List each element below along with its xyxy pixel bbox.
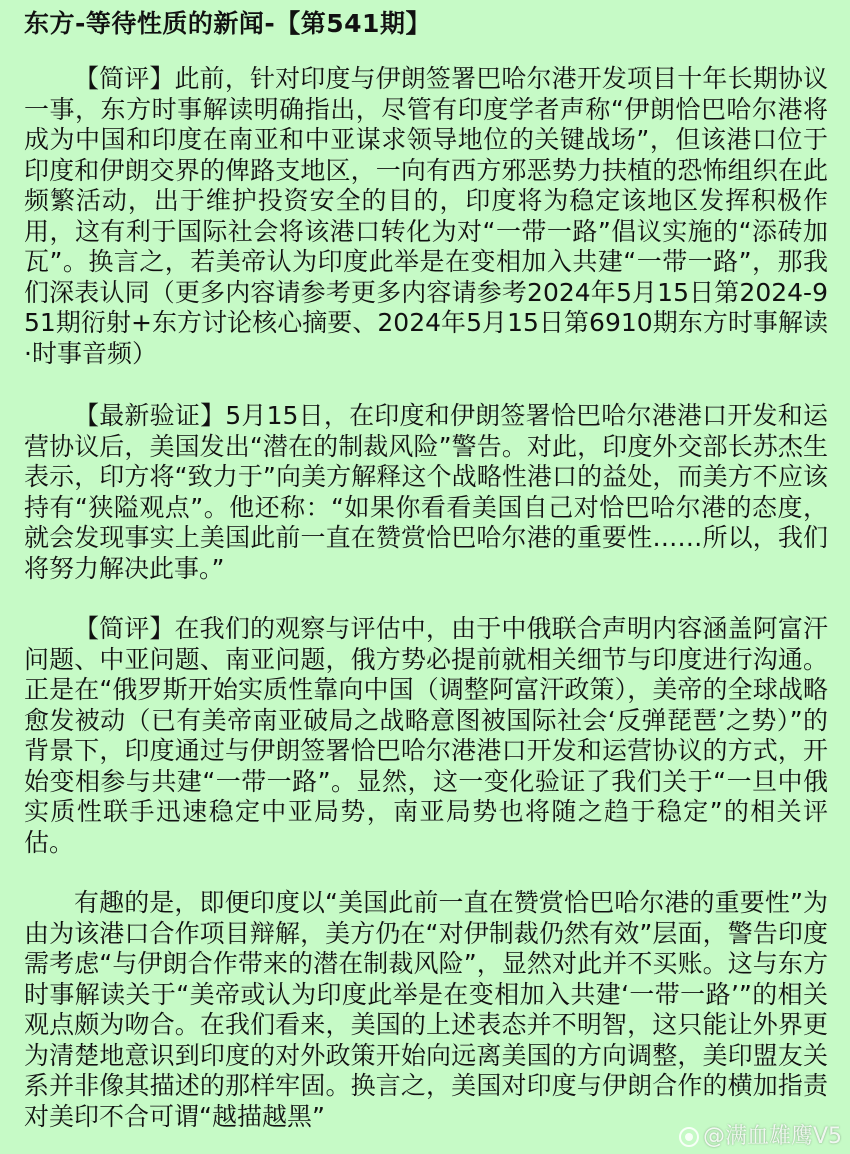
- watermark: [679, 1124, 842, 1150]
- paragraph-commentary-2: 【简评】在我们的观察与评估中，由于中俄联合声明内容涵盖阿富汗问题、中亚问题、南亚问题，俄方势必提前就相关细节与印度进行沟通。正是在“俄罗斯开始实质性靠向中国（调整阿富汗政策），美帝的全球战略愈发被动（已有美帝南亚破局之战略意图被国际社会‘反弹琵琶’之势）”的背景下，印度通过与伊朗签署恰巴哈尔港港口开发和运营协议的方式，开始变相参与共建“一带一路”。显然，这一变化验证了我们关于“一旦中俄实质性联手迅速稳定中亚局势，南亚局势也将随之趋于稳定”的相关评估。: [24, 614, 828, 857]
- document-title: 东方-等待性质的新闻-【第541期】: [24, 9, 431, 38]
- watermark-text: @满血雄鹰V5: [702, 1124, 842, 1149]
- paragraph-latest-verification: 【最新验证】5月15日，在印度和伊朗签署恰巴哈尔港港口开发和运营协议后，美国发出“潜在的制裁风险”警告。对此，印度外交部长苏杰生表示，印方将“致力于”向美方解释这个战略性港口的益处，而美方不应该持有“狭隘观点”。他还称：“如果你看看美国自己对恰巴哈尔港的态度，就会发现事实上美国此前一直在赞赏恰巴哈尔港的重要性……所以，我们将努力解决此事。”: [24, 401, 828, 583]
- paragraph-commentary-1: 【简评】此前，针对印度与伊朗签署巴哈尔港开发项目十年长期协议一事，东方时事解读明确指出，尽管有印度学者声称“伊朗恰巴哈尔港将成为中国和印度在南亚和中亚谋求领导地位的关键战场”，但该港口位于印度和伊朗交界的俾路支地区，一向有西方邪恶势力扶植的恐怖组织在此频繁活动，出于维护投资安全的目的，印度将为稳定该地区发挥积极作用，这有利于国际社会将该港口转化为对“一带一路”倡议实施的“添砖加瓦”。换言之，若美帝认为印度此举是在变相加入共建“一带一路”，那我们深表认同（更多内容请参考更多内容请参考2024年5月15日第2024-951期衍射+东方讨论核心摘要、2024年5月15日第6910期东方时事解读·时事音频）: [24, 64, 828, 368]
- weibo-logo-icon: [679, 1127, 699, 1147]
- paragraph-analysis: 有趣的是，即便印度以“美国此前一直在赞赏恰巴哈尔港的重要性”为由为该港口合作项目辩解，美方仍在“对伊制裁仍然有效”层面，警告印度需考虑“与伊朗合作带来的潜在制裁风险”，显然对此并不买账。这与东方时事解读关于“美帝或认为印度此举是在变相加入共建‘一带一路’”的相关观点颇为吻合。在我们看来，美国的上述表态并不明智，这只能让外界更为清楚地意识到印度的对外政策开始向远离美国的方向调整，美印盟友关系并非像其描述的那样牢固。换言之，美国对印度与伊朗合作的横加指责对美印不合可谓“越描越黑”: [24, 888, 828, 1131]
